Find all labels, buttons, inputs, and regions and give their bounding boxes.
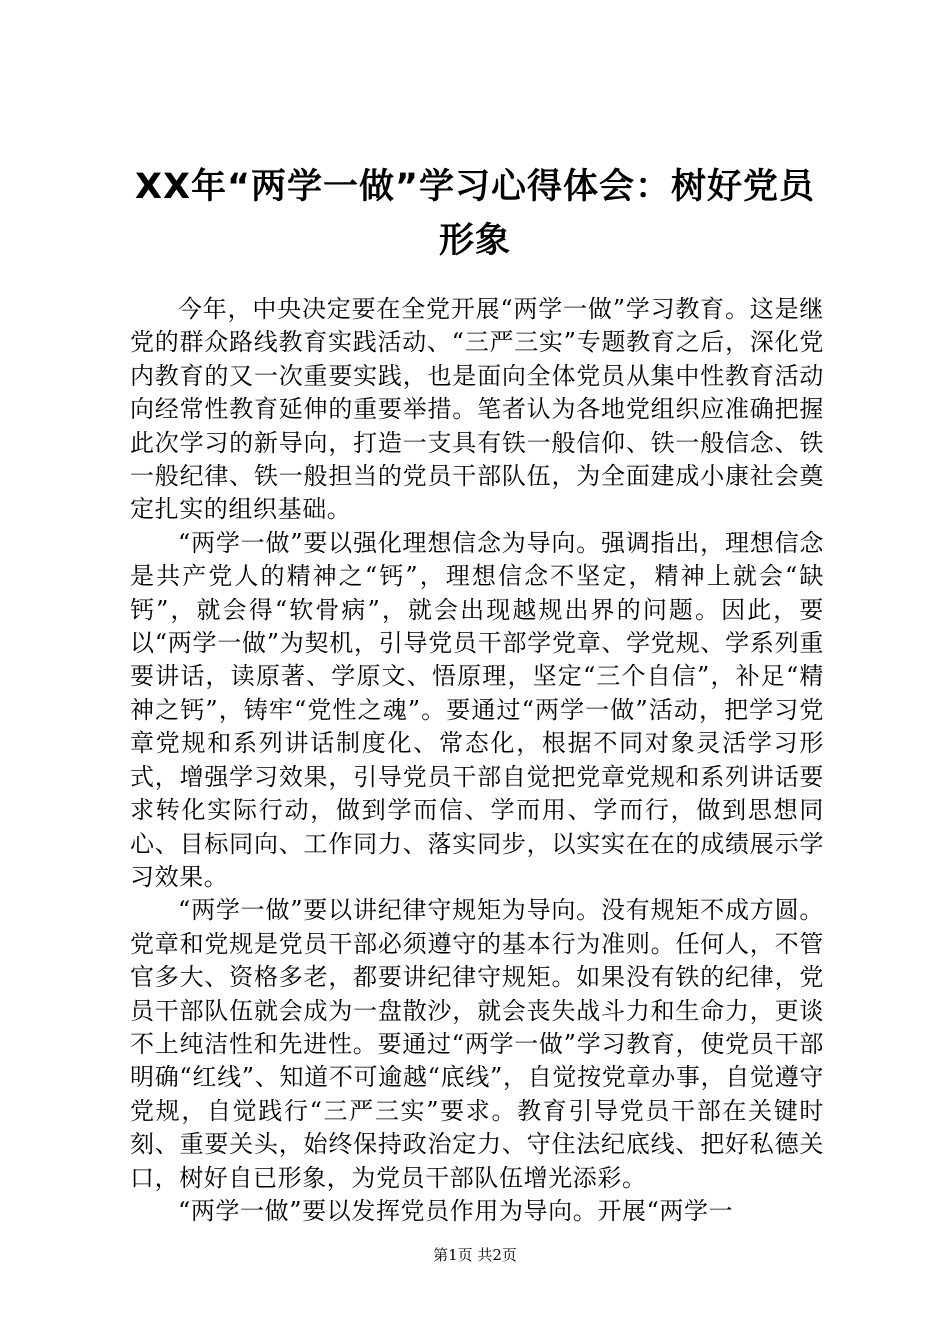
paragraph-2: “两学一做”要以强化理想信念为导向。强调指出，理想信念是共产党人的精神之“钙”，理想信念不坚定，精神上就会“缺钙”，就会得“软骨病”，就会出现越规出界的问题。因此，要以“两学一做”为契机，引导党员干部学党章、学党规、学系列重要讲话，读原著、学原文、悟原理，坚定“三个自信”，补足“精神之钙”，铸牢“党性之魂”。要通过“两学一做”活动，把学习党章党规和系列讲话制度化、常态化，根据不同对象灵活学习形式，增强学习效果，引导党员干部自觉把党章党规和系列讲话要求转化实际行动，做到学而信、学而用、学而行，做到思想同心、目标同向、工作同力、落实同步，以实实在在的成绩展示学习效果。 <box>130 528 824 891</box>
paragraph-4: “两学一做”要以发挥党员作用为导向。开展“两学一 <box>178 1196 734 1225</box>
document-body <box>130 293 824 1228</box>
paragraph-3: “两学一做”要以讲纪律守规矩为导向。没有规矩不成方圆。党章和党规是党员干部必须遵守的基本行为准则。任何人，不管官多大、资格多老，都要讲纪律守规矩。如果没有铁的纪律，党员干部队伍就会成为一盘散沙，就会丧失战斗力和生命力，更谈不上纯洁性和先进性。要通过“两学一做”学习教育，使党员干部明确“红线”、知道不可逾越“底线”，自觉按党章办事，自觉遵守党规，自觉践行“三严三实”要求。教育引导党员干部在关键时刻、重要关头，始终保持政治定力、守住法纪底线、把好私德关口，树好自已形象，为党员干部队伍增光添彩。 <box>130 896 824 1192</box>
document-title: XX年“两学一做”学习心得体会：树好党员形象 <box>135 167 815 261</box>
paragraph-1: 今年，中央决定要在全党开展“两学一做”学习教育。这是继党的群众路线教育实践活动、“三严三实”专题教育之后，深化党内教育的又一次重要实践，也是面向全体党员从集中性教育活动向经常性教育延伸的重要举措。笔者认为各地党组织应准确把握此次学习的新导向，打造一支具有铁一般信仰、铁一般信念、铁一般纪律、铁一般担当的党员干部队伍，为全面建成小康社会奠定扎实的组织基础。 <box>130 295 824 524</box>
page-number-footer: 第1页 共2页 <box>433 1246 517 1264</box>
